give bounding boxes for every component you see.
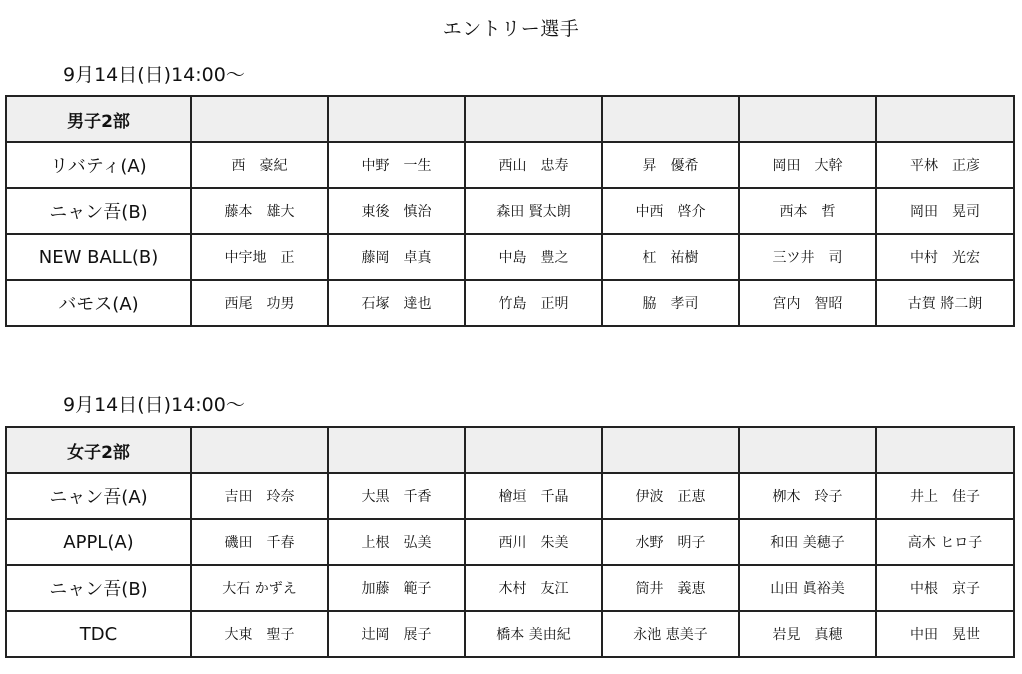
player-name: 大黒 千香 xyxy=(328,473,465,519)
player-name: 藤岡 卓真 xyxy=(328,234,465,280)
header-cell xyxy=(876,427,1014,473)
table-row xyxy=(6,473,1014,519)
player-name: 西山 忠寿 xyxy=(465,142,602,188)
player-name: 宮内 智昭 xyxy=(739,280,876,326)
table-row xyxy=(6,280,1014,326)
player-name: 森田 賢太朗 xyxy=(465,188,602,234)
table-header-row xyxy=(6,427,1014,473)
player-name: 石塚 達也 xyxy=(328,280,465,326)
session-heading: 9月14日(日)14:00～ xyxy=(63,64,245,86)
player-name: 西川 朱美 xyxy=(465,519,602,565)
player-name: 中島 豊之 xyxy=(465,234,602,280)
table-header-row xyxy=(6,96,1014,142)
player-name: 大東 聖子 xyxy=(191,611,328,657)
player-name: 昇 優希 xyxy=(602,142,739,188)
player-name: 岡田 晃司 xyxy=(876,188,1014,234)
player-name: 岡田 大幹 xyxy=(739,142,876,188)
table-row xyxy=(6,611,1014,657)
men-division-table xyxy=(5,95,1015,327)
header-cell xyxy=(465,427,602,473)
header-cell xyxy=(328,96,465,142)
header-cell xyxy=(876,96,1014,142)
player-name: 三ツ井 司 xyxy=(739,234,876,280)
team-name: ニャン吾(B) xyxy=(6,565,191,611)
division-label: 男子2部 xyxy=(6,96,191,142)
team-name: ニャン吾(B) xyxy=(6,188,191,234)
player-name: 辻岡 展子 xyxy=(328,611,465,657)
women-division-table xyxy=(5,426,1015,658)
team-name: ニャン吾(A) xyxy=(6,473,191,519)
player-name: 西 豪紀 xyxy=(191,142,328,188)
header-cell xyxy=(191,427,328,473)
header-cell xyxy=(328,427,465,473)
table-row xyxy=(6,142,1014,188)
player-name: 筒井 義恵 xyxy=(602,565,739,611)
player-name: 古賀 將二朗 xyxy=(876,280,1014,326)
header-cell xyxy=(191,96,328,142)
team-name: TDC xyxy=(6,611,191,657)
player-name: 高木 ヒロ子 xyxy=(876,519,1014,565)
player-name: 杠 祐樹 xyxy=(602,234,739,280)
player-name: 橋本 美由紀 xyxy=(465,611,602,657)
player-name: 中村 光宏 xyxy=(876,234,1014,280)
player-name: 中野 一生 xyxy=(328,142,465,188)
player-name: 中西 啓介 xyxy=(602,188,739,234)
player-name: 西尾 功男 xyxy=(191,280,328,326)
player-name: 伊波 正恵 xyxy=(602,473,739,519)
player-name: 磯田 千春 xyxy=(191,519,328,565)
player-name: 井上 佳子 xyxy=(876,473,1014,519)
player-name: 山田 眞裕美 xyxy=(739,565,876,611)
player-name: 上根 弘美 xyxy=(328,519,465,565)
header-cell xyxy=(602,96,739,142)
player-name: 栁木 玲子 xyxy=(739,473,876,519)
player-name: 西本 哲 xyxy=(739,188,876,234)
table-row xyxy=(6,234,1014,280)
player-name: 中田 晃世 xyxy=(876,611,1014,657)
header-cell xyxy=(465,96,602,142)
player-name: 藤本 雄大 xyxy=(191,188,328,234)
player-name: 吉田 玲奈 xyxy=(191,473,328,519)
team-name: リバティ(A) xyxy=(6,142,191,188)
team-name: NEW BALL(B) xyxy=(6,234,191,280)
table-row xyxy=(6,519,1014,565)
player-name: 加藤 範子 xyxy=(328,565,465,611)
header-cell xyxy=(602,427,739,473)
page-title: エントリー選手 xyxy=(442,18,580,40)
header-cell xyxy=(739,96,876,142)
player-name: 平林 正彦 xyxy=(876,142,1014,188)
player-name: 中根 京子 xyxy=(876,565,1014,611)
player-name: 脇 孝司 xyxy=(602,280,739,326)
player-name: 檜垣 千晶 xyxy=(465,473,602,519)
table-row xyxy=(6,565,1014,611)
division-label: 女子2部 xyxy=(6,427,191,473)
player-name: 東後 慎治 xyxy=(328,188,465,234)
team-name: バモス(A) xyxy=(6,280,191,326)
team-name: APPL(A) xyxy=(6,519,191,565)
player-name: 中宇地 正 xyxy=(191,234,328,280)
session-heading: 9月14日(日)14:00～ xyxy=(63,394,245,416)
player-name: 大石 かずえ xyxy=(191,565,328,611)
player-name: 竹島 正明 xyxy=(465,280,602,326)
player-name: 岩見 真穂 xyxy=(739,611,876,657)
player-name: 木村 友江 xyxy=(465,565,602,611)
player-name: 水野 明子 xyxy=(602,519,739,565)
table-row xyxy=(6,188,1014,234)
player-name: 永池 恵美子 xyxy=(602,611,739,657)
player-name: 和田 美穂子 xyxy=(739,519,876,565)
header-cell xyxy=(739,427,876,473)
